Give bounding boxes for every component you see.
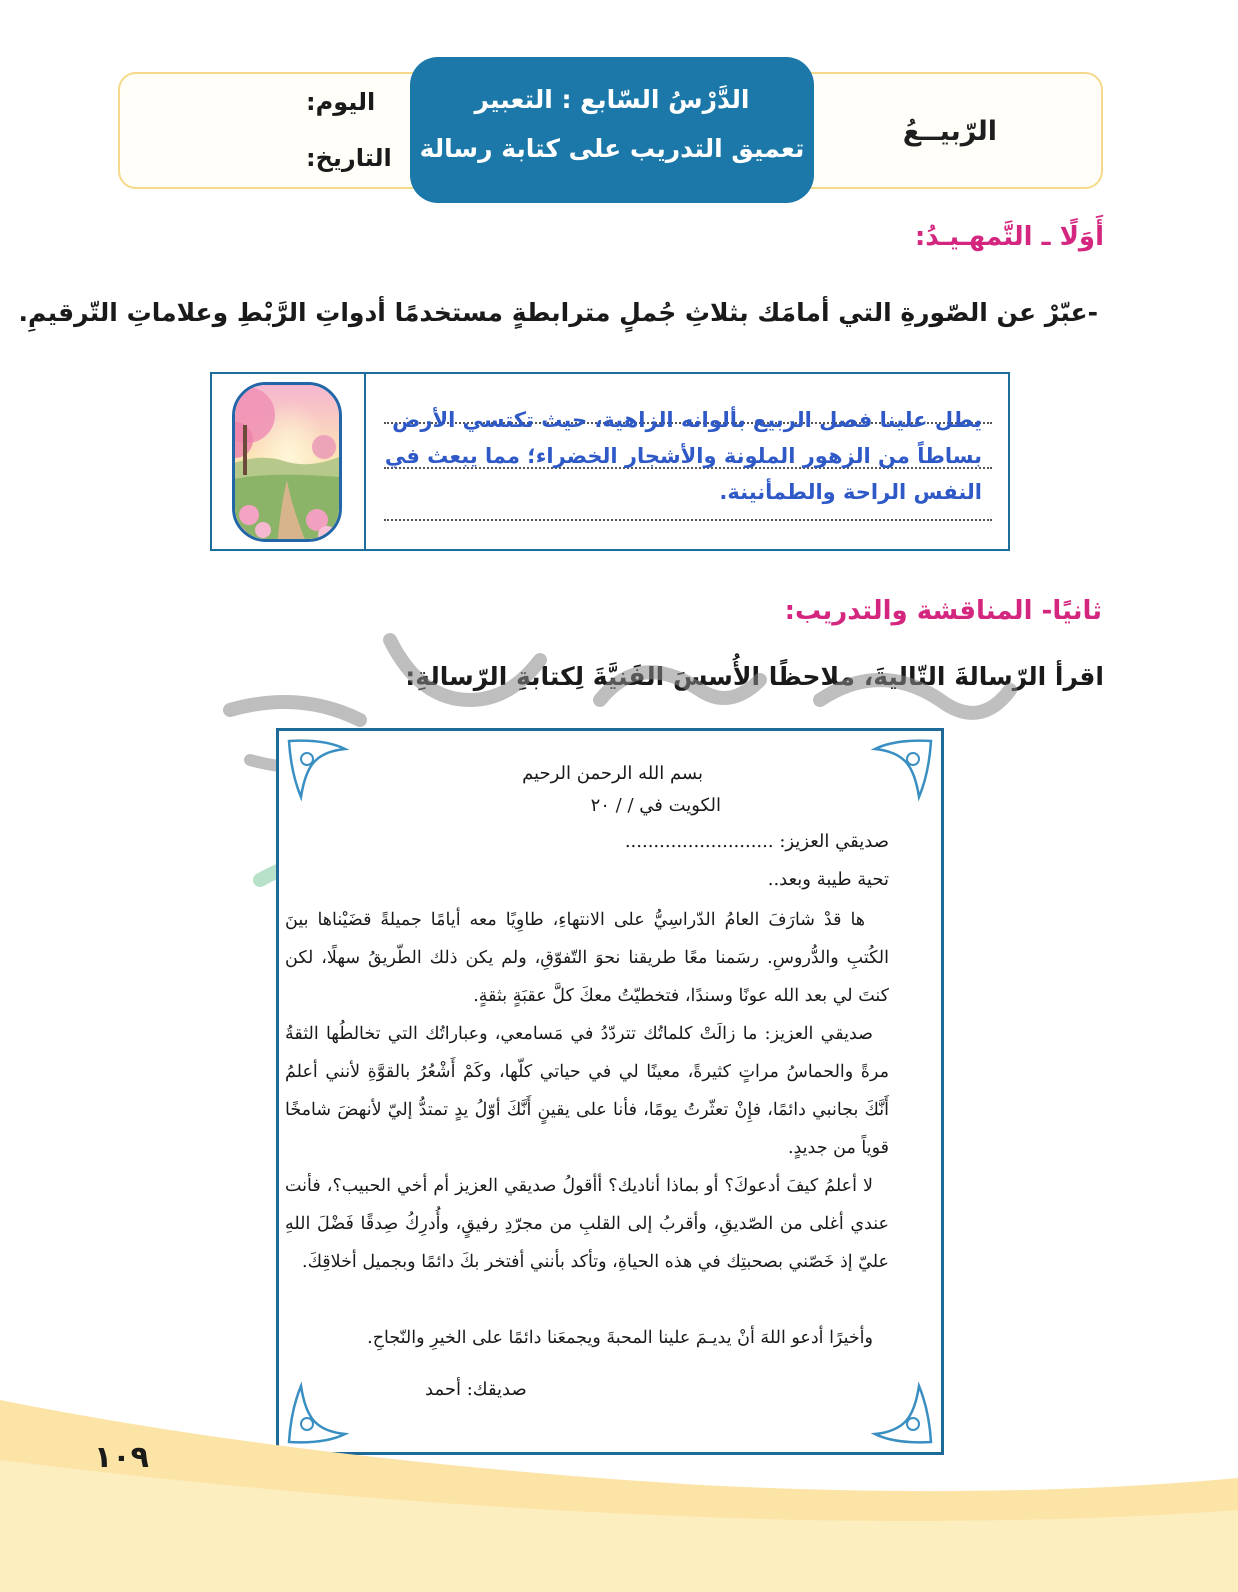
letter-paragraph-2: صديقي العزيز: ما زالَتْ كلماتُك تتردّدُ في مَسامعي، وعباراتُك التي تخالطُها الثقةُ مرةً والحماسُ مراتٍ كثيرةً، معينًا لي في حياتي كلّها، وكَمْ أَشْعُرُ بالقوَّةِ لأنني أعلمُ أَنَّكَ بجانبي دائمًا، فإِنْ تعثّرتُ يومًا، فأنا على يقينٍ أَنَّكَ أوّلُ يدٍ تمتدُّ إليّ لأنهضَ شامخًا قوياً من جديدٍ.: [285, 1024, 889, 1158]
letter-paragraph-4: وأخيرًا أدعو اللهَ أنْ يديـمَ علينا المحبةَ ويجمعَنا دائمًا على الخيرِ والنّجاحِ.: [367, 1328, 873, 1348]
answer-line-3: [384, 519, 992, 521]
letter-place-date: الكويت في / / ٢٠: [590, 795, 721, 816]
section-heading-practice: ثانيًا- المناقشة والتدريب:: [784, 596, 1102, 626]
instruction-read-letter: اقرأ الرّسالةَ التّاليةَ، ملاحظًا الأُسسَ الفَنيَّةَ لِكتابةِ الرّسالةِ:: [405, 662, 1104, 691]
date-label: التاريخ:: [306, 144, 392, 172]
ornament-top-left-icon: [285, 737, 355, 807]
day-label: اليوم:: [306, 88, 376, 116]
letter-greeting: صديقي العزيز: ..........................: [624, 831, 889, 852]
section-heading-intro: أَوَلًا ـ التَّمهـيـدُ:: [914, 222, 1104, 252]
season-title: الرّبيــعُ: [902, 116, 997, 147]
ornament-top-right-icon: [865, 737, 935, 807]
lesson-title-badge: [410, 57, 814, 203]
letter-signature: صديقك: أحمد: [425, 1379, 527, 1400]
page-number: ١٠٩: [94, 1440, 149, 1475]
spring-picture: [232, 382, 342, 542]
sample-letter: [276, 728, 944, 1455]
instruction-describe-picture: -عبّرْ عن الصّورةِ التي أمامَك بثلاثِ جُملٍ مترابطةٍ مستخدمًا أدواتِ الرَّبْطِ وعلاماتِ التّرقيمِ.: [18, 298, 1098, 327]
box-divider: [364, 374, 366, 549]
letter-paragraph-1: ها قدْ شارَفَ العامُ الدّراسِيُّ على الانتهاءِ، طاوِيًا معه أيامًا جميلةً قضَيْناها بينَ الكُتبِ والدُّروسِ. رسَمنا معًا طريقنا نحوَ التّفوّقِ، ولم يكن ذلك الطّريقُ سهلًا، لكن كنتَ لي بعد الله عونًا وسندًا، فتخطيّتُ معكَ كلَّ عقبَةٍ بثقةٍ.: [285, 910, 889, 1006]
picture-answer-box: [210, 372, 1010, 551]
handwritten-answer: يطل علينا فصل الربيع بألوانه الزاهية، حيث تكتسي الأرض بساطاً من الزهور الملونة والأشجار الخضراء؛ مما يبعث في النفس الراحة والطمأنينة.: [384, 408, 982, 504]
lesson-title: الدَّرْسُ السّابع : التعبير: [474, 85, 750, 114]
letter-paragraph-3: لا أعلمُ كيفَ أدعوكَ؟ أو بماذا أناديك؟ أأقولُ صديقي العزيز أم أخي الحبيب؟، فأنت عندي أغلى من الصّديقِ، وأقربُ إلى القلبِ من مجرّدِ رفيقٍ، وأُدرِكُ صِدقًا فَضْلَ اللهِ عليّ إذ خَصّني بصحبتِك في هذه الحياةِ، وتأكد بأنني أفتخر بكَ دائمًا وبجميل أخلاقِكَ.: [285, 1176, 889, 1272]
spring-landscape-image: [232, 385, 339, 542]
letter-basmala: بسم الله الرحمن الرحيم: [522, 763, 703, 784]
footer-wave: [0, 1400, 1238, 1592]
lesson-subtitle: تعميق التدريب على كتابة رسالة: [419, 134, 805, 163]
letter-salutation: تحية طيبة وبعد..: [767, 869, 889, 890]
